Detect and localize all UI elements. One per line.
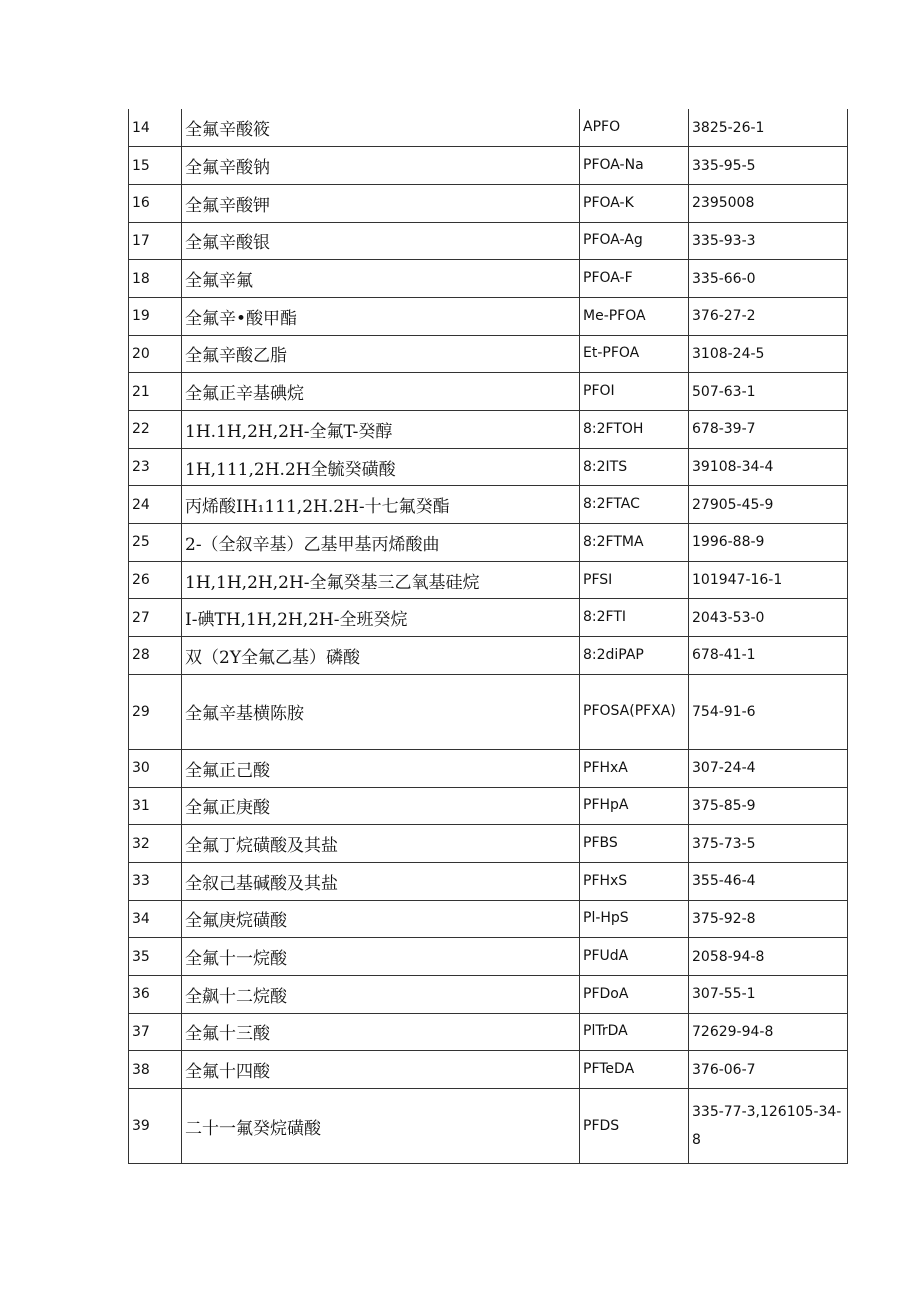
table-row bbox=[129, 184, 848, 222]
substance-name: 全氟十四酸 bbox=[182, 1051, 580, 1089]
table-row bbox=[129, 1089, 848, 1164]
table-row bbox=[129, 524, 848, 562]
abbreviation: APFO bbox=[580, 109, 689, 147]
substance-name: 全氟丁烷磺酸及其盐 bbox=[182, 825, 580, 863]
abbreviation: PFDoA bbox=[580, 975, 689, 1013]
abbreviation: PFSI bbox=[580, 561, 689, 599]
table-row bbox=[129, 975, 848, 1013]
abbreviation: 8:2FTMA bbox=[580, 524, 689, 562]
table-row bbox=[129, 862, 848, 900]
table-row bbox=[129, 825, 848, 863]
row-number: 24 bbox=[129, 486, 182, 524]
row-number: 27 bbox=[129, 599, 182, 637]
row-number: 20 bbox=[129, 335, 182, 373]
substance-name: 1H,111,2H.2H全毓癸磺酸 bbox=[182, 448, 580, 486]
cas-number: 3108-24-5 bbox=[689, 335, 848, 373]
table-row bbox=[129, 561, 848, 599]
row-number: 14 bbox=[129, 109, 182, 147]
row-number: 22 bbox=[129, 411, 182, 449]
cas-number: 355-46-4 bbox=[689, 862, 848, 900]
cas-number: 335-77-3,126105-34-8 bbox=[689, 1089, 848, 1164]
row-number: 38 bbox=[129, 1051, 182, 1089]
row-number: 18 bbox=[129, 260, 182, 298]
abbreviation: 8:2diPAP bbox=[580, 637, 689, 675]
cas-number: 376-27-2 bbox=[689, 297, 848, 335]
abbreviation: PFHpA bbox=[580, 787, 689, 825]
substance-name: 全氟辛酸银 bbox=[182, 222, 580, 260]
abbreviation: PFDS bbox=[580, 1089, 689, 1164]
substance-name: 全氟辛酸筱 bbox=[182, 109, 580, 147]
cas-number: 39108-34-4 bbox=[689, 448, 848, 486]
table-body bbox=[129, 109, 848, 1164]
abbreviation: PFOA-K bbox=[580, 184, 689, 222]
substance-name: 全氟辛氟 bbox=[182, 260, 580, 298]
cas-number: 335-66-0 bbox=[689, 260, 848, 298]
table-row bbox=[129, 637, 848, 675]
row-number: 23 bbox=[129, 448, 182, 486]
abbreviation: PFBS bbox=[580, 825, 689, 863]
row-number: 35 bbox=[129, 938, 182, 976]
row-number: 30 bbox=[129, 749, 182, 787]
row-number: 32 bbox=[129, 825, 182, 863]
table-row bbox=[129, 599, 848, 637]
substance-name: 1H,1H,2H,2H-全氟癸基三乙氧基硅烷 bbox=[182, 561, 580, 599]
abbreviation: PFTeDA bbox=[580, 1051, 689, 1089]
row-number: 29 bbox=[129, 674, 182, 749]
cas-number: 101947-16-1 bbox=[689, 561, 848, 599]
cas-number: 1996-88-9 bbox=[689, 524, 848, 562]
abbreviation: 8:2ITS bbox=[580, 448, 689, 486]
row-number: 15 bbox=[129, 147, 182, 185]
row-number: 34 bbox=[129, 900, 182, 938]
abbreviation: 8:2FTI bbox=[580, 599, 689, 637]
abbreviation: PFOA-Ag bbox=[580, 222, 689, 260]
table-row bbox=[129, 109, 848, 147]
table-row bbox=[129, 448, 848, 486]
table-row bbox=[129, 674, 848, 749]
cas-number: 335-95-5 bbox=[689, 147, 848, 185]
cas-number: 678-41-1 bbox=[689, 637, 848, 675]
substance-name: 丙烯酸IH₁111,2H.2H-十七氟癸酯 bbox=[182, 486, 580, 524]
substance-name: 全氟正庚酸 bbox=[182, 787, 580, 825]
row-number: 16 bbox=[129, 184, 182, 222]
abbreviation: 8:2FTOH bbox=[580, 411, 689, 449]
cas-number: 335-93-3 bbox=[689, 222, 848, 260]
table-row bbox=[129, 1051, 848, 1089]
substance-name: I-碘TH,1H,2H,2H-全班癸烷 bbox=[182, 599, 580, 637]
substance-name: 全氟十一烷酸 bbox=[182, 938, 580, 976]
substance-name: 全氟正己酸 bbox=[182, 749, 580, 787]
substance-name: 全氟辛•酸甲酯 bbox=[182, 297, 580, 335]
abbreviation: PFOA-F bbox=[580, 260, 689, 298]
abbreviation: 8:2FTAC bbox=[580, 486, 689, 524]
abbreviation: PFOI bbox=[580, 373, 689, 411]
abbreviation: PFOA-Na bbox=[580, 147, 689, 185]
cas-number: 2395008 bbox=[689, 184, 848, 222]
table-row bbox=[129, 335, 848, 373]
substance-name: 2-（全叙辛基）乙基甲基丙烯酸曲 bbox=[182, 524, 580, 562]
table-row bbox=[129, 147, 848, 185]
table-row bbox=[129, 900, 848, 938]
abbreviation: Et-PFOA bbox=[580, 335, 689, 373]
substance-name: 全氟正辛基碘烷 bbox=[182, 373, 580, 411]
cas-number: 27905-45-9 bbox=[689, 486, 848, 524]
row-number: 21 bbox=[129, 373, 182, 411]
row-number: 31 bbox=[129, 787, 182, 825]
cas-number: 678-39-7 bbox=[689, 411, 848, 449]
row-number: 26 bbox=[129, 561, 182, 599]
cas-number: 2058-94-8 bbox=[689, 938, 848, 976]
table-row bbox=[129, 297, 848, 335]
cas-number: 307-24-4 bbox=[689, 749, 848, 787]
table-row bbox=[129, 411, 848, 449]
table-row bbox=[129, 787, 848, 825]
row-number: 39 bbox=[129, 1089, 182, 1164]
row-number: 17 bbox=[129, 222, 182, 260]
cas-number: 3825-26-1 bbox=[689, 109, 848, 147]
row-number: 33 bbox=[129, 862, 182, 900]
table-row bbox=[129, 486, 848, 524]
substance-name: 二十一氟癸烷磺酸 bbox=[182, 1089, 580, 1164]
table-row bbox=[129, 222, 848, 260]
substance-name: 全氟辛基横陈胺 bbox=[182, 674, 580, 749]
table-row bbox=[129, 938, 848, 976]
abbreviation: PlTrDA bbox=[580, 1013, 689, 1051]
table-row bbox=[129, 373, 848, 411]
cas-number: 375-85-9 bbox=[689, 787, 848, 825]
cas-number: 375-73-5 bbox=[689, 825, 848, 863]
substance-name: 全飙十二烷酸 bbox=[182, 975, 580, 1013]
abbreviation: PFOSA(PFXA) bbox=[580, 674, 689, 749]
substance-name: 全氟辛酸乙脂 bbox=[182, 335, 580, 373]
abbreviation: PFHxS bbox=[580, 862, 689, 900]
row-number: 37 bbox=[129, 1013, 182, 1051]
abbreviation: PFHxA bbox=[580, 749, 689, 787]
cas-number: 507-63-1 bbox=[689, 373, 848, 411]
substance-table bbox=[128, 109, 848, 1164]
cas-number: 307-55-1 bbox=[689, 975, 848, 1013]
row-number: 28 bbox=[129, 637, 182, 675]
substance-name: 双（2Y全氟乙基）磷酸 bbox=[182, 637, 580, 675]
substance-name: 1H.1H,2H,2H-全氟T-癸醇 bbox=[182, 411, 580, 449]
cas-number: 72629-94-8 bbox=[689, 1013, 848, 1051]
table-row bbox=[129, 260, 848, 298]
substance-name: 全氟辛酸钾 bbox=[182, 184, 580, 222]
cas-number: 2043-53-0 bbox=[689, 599, 848, 637]
cas-number: 376-06-7 bbox=[689, 1051, 848, 1089]
abbreviation: Pl-HpS bbox=[580, 900, 689, 938]
table-row bbox=[129, 749, 848, 787]
cas-number: 375-92-8 bbox=[689, 900, 848, 938]
row-number: 36 bbox=[129, 975, 182, 1013]
abbreviation: PFUdA bbox=[580, 938, 689, 976]
table-row bbox=[129, 1013, 848, 1051]
abbreviation: Me-PFOA bbox=[580, 297, 689, 335]
substance-name: 全氟十三酸 bbox=[182, 1013, 580, 1051]
cas-number: 754-91-6 bbox=[689, 674, 848, 749]
substance-name: 全氟辛酸钠 bbox=[182, 147, 580, 185]
row-number: 19 bbox=[129, 297, 182, 335]
substance-name: 全氟庚烷磺酸 bbox=[182, 900, 580, 938]
substance-name: 全叙己基碱酸及其盐 bbox=[182, 862, 580, 900]
row-number: 25 bbox=[129, 524, 182, 562]
